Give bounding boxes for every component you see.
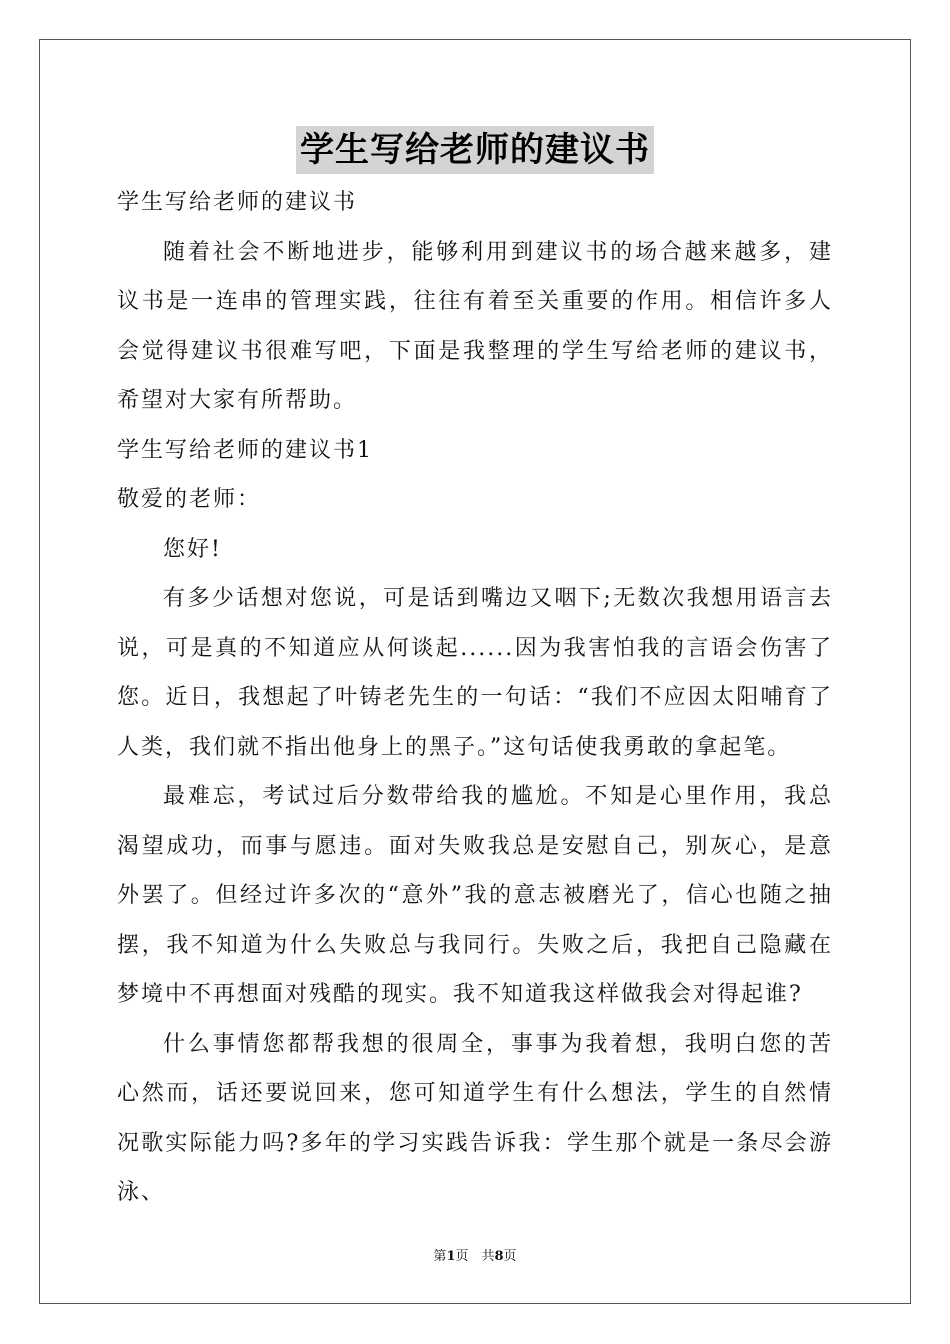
page-mid: 页 共 xyxy=(455,1249,495,1264)
section-heading: 学生写给老师的建议书1 xyxy=(117,437,373,463)
body-paragraph-3: 什么事情您都帮我想的很周全，事事为我着想，我明白您的苦心然而，话还要说回来，您可知道学生有什么想法，学生的自然情况歌实际能力吗?多年的学习实践告诉我：学生那个就是一条尽会游泳、 xyxy=(117,1031,833,1205)
total-page-number: 8 xyxy=(494,1249,504,1264)
body-paragraph-1: 有多少话想对您说，可是话到嘴边又咽下;无数次我想用语言去说，可是真的不知道应从何谈起......因为我害怕我的言语会伤害了您。近日，我想起了叶铸老先生的一句话：“我们不应因太阳哺育了人类，我们就不指出他身上的黑子。”这句话使我勇敢的拿起笔。 xyxy=(117,586,833,760)
current-page-number: 1 xyxy=(446,1249,456,1264)
page-suffix: 页 xyxy=(503,1249,517,1264)
document-title: 学生写给老师的建议书 xyxy=(296,126,654,174)
title-container xyxy=(0,126,950,174)
page-prefix: 第 xyxy=(433,1249,447,1264)
intro-paragraph: 随着社会不断地进步，能够利用到建议书的场合越来越多，建议书是一连串的管理实践，往往有着至关重要的作用。相信许多人会觉得建议书很难写吧，下面是我整理的学生写给老师的建议书，希望对大家有所帮助。 xyxy=(117,239,833,413)
subtitle-line: 学生写给老师的建议书 xyxy=(117,190,358,215)
body-paragraph-2: 最难忘，考试过后分数带给我的尴尬。不知是心里作用，我总渴望成功，而事与愿违。面对失败我总是安慰自己，别灰心，是意外罢了。但经过许多次的“意外”我的意志被磨光了，信心也随之抽摆，我不知道为什么失败总与我同行。失败之后，我把自己隐藏在梦境中不再想面对残酷的现实。我不知道我这样做我会对得起谁? xyxy=(117,784,833,1007)
salutation: 敬爱的老师： xyxy=(117,487,262,512)
document-body xyxy=(117,178,833,1218)
greeting: 您好! xyxy=(163,536,222,562)
page-footer xyxy=(0,1245,950,1264)
